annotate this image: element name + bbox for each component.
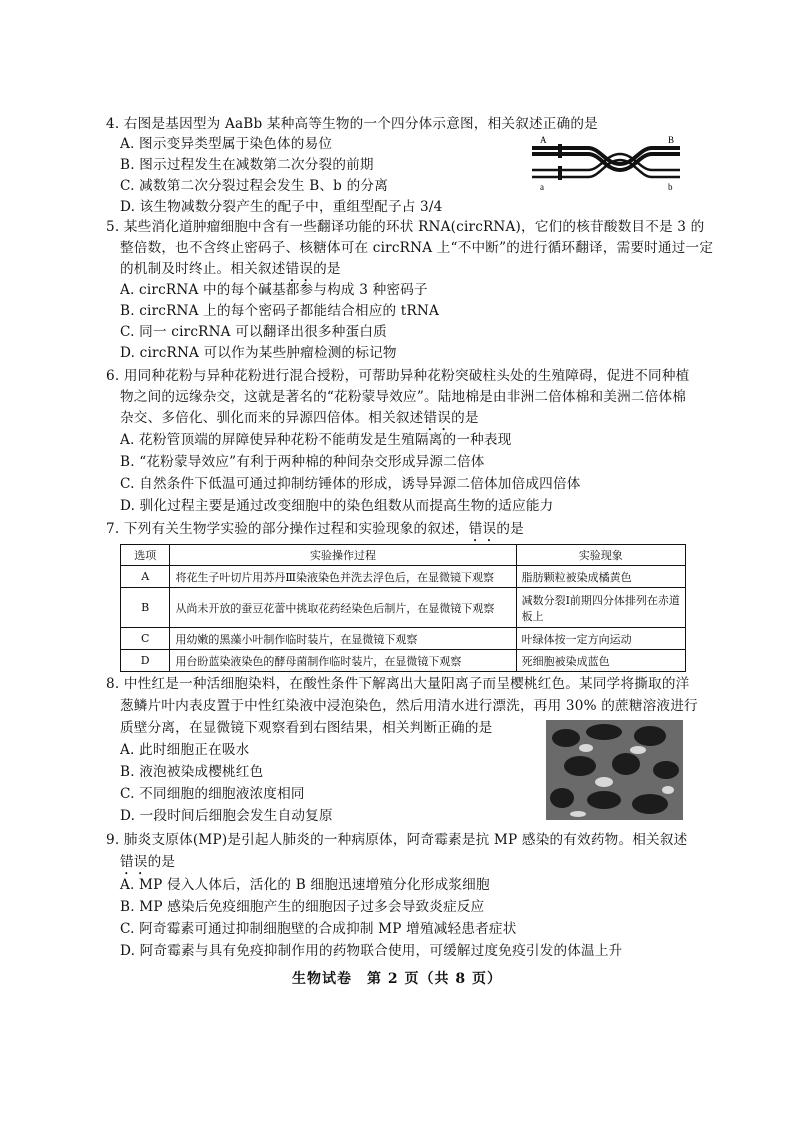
q6-option-c: C. 自然条件下低温可通过抑制纺锤体的形成，诱导异源二倍体加倍成四倍体 bbox=[120, 476, 581, 492]
table-cell: 叶绿体按一定方向运动 bbox=[516, 628, 685, 650]
q6-stem-line2: 物之间的远缘杂交，这就是著名的“花粉蒙导效应”。陆地棉是由非洲二倍体棉和美洲二倍体棉 bbox=[120, 389, 687, 405]
q9-option-a: A. MP 侵入人体后，活化的 B 细胞迅速增殖分化形成浆细胞 bbox=[120, 877, 490, 893]
label-A: A bbox=[540, 135, 547, 145]
table-cell: 将花生子叶切片用苏丹Ⅲ染液染色并洗去浮色后，在显微镜下观察 bbox=[170, 566, 516, 588]
q7-keyword: 错误 bbox=[468, 521, 497, 537]
q5-stem-line1: 5. 某些消化道肿瘤细胞中含有一些翻译功能的环状 RNA(circRNA)，它们的核苷酸数目不是 3 的 bbox=[106, 219, 705, 235]
table-cell: 死细胞被染成蓝色 bbox=[516, 650, 685, 672]
q8-option-c: C. 不同细胞的细胞液浓度相同 bbox=[120, 786, 305, 802]
table-row bbox=[121, 650, 686, 672]
q5-keyword: 错误 bbox=[285, 261, 314, 277]
centromere-upper bbox=[558, 144, 562, 158]
q9-stem: 9. 肺炎支原体(MP)是引起人肺炎的一种病原体，阿奇霉素是抗 MP 感染的有效药物。相关叙述 bbox=[106, 832, 688, 848]
table-cell: 用幼嫩的黑藻小叶制作临时装片，在显微镜下观察 bbox=[170, 628, 516, 650]
centromere-lower bbox=[558, 166, 562, 180]
q9-option-b: B. MP 感染后免疫细胞产生的细胞因子过多会导致炎症反应 bbox=[120, 899, 485, 915]
table-cell: 减数分裂Ⅰ前期四分体排列在赤道板上 bbox=[516, 588, 685, 628]
label-B: B bbox=[668, 135, 675, 145]
table-cell: 从尚未开放的蚕豆花蕾中挑取花药经染色后制片，在显微镜下观察 bbox=[170, 588, 516, 628]
q9-stem-end: 错误的是 bbox=[120, 854, 176, 870]
q5-option-d: D. circRNA 可以作为某些肿瘤检测的标记物 bbox=[120, 345, 397, 361]
q6-option-a: A. 花粉管顶端的屏障使异种花粉不能萌发是生殖隔离的一种表现 bbox=[120, 432, 512, 448]
table-cell: 用台盼蓝染液染色的酵母菌制作临时装片，在显微镜下观察 bbox=[170, 650, 516, 672]
table-cell: B bbox=[121, 588, 170, 628]
q4-option-a: A. 图示变异类型属于染色体的易位 bbox=[120, 136, 333, 152]
q8-stem-line3: 质壁分离，在显微镜下观察看到右图结果，相关判断正确的是 bbox=[120, 720, 493, 736]
q8-option-d: D. 一段时间后细胞会发生自动复原 bbox=[120, 808, 333, 824]
q8-option-b: B. 液泡被染成樱桃红色 bbox=[120, 764, 264, 780]
q6-stem-line3: 杂交、多倍化、驯化而来的异源四倍体。相关叙述错误的是 bbox=[120, 410, 479, 426]
table-header: 实验现象 bbox=[516, 545, 685, 566]
q6-option-b: B. “花粉蒙导效应”有利于两种棉的种间杂交形成异源二倍体 bbox=[120, 454, 485, 470]
table-cell: C bbox=[121, 628, 170, 650]
table-row bbox=[121, 566, 686, 588]
table-header-row bbox=[121, 545, 686, 566]
table-cell: 脂肪颗粒被染成橘黄色 bbox=[516, 566, 685, 588]
table-row bbox=[121, 588, 686, 628]
label-b: b bbox=[668, 182, 673, 192]
q5-option-b: B. circRNA 上的每个密码子都能结合相应的 tRNA bbox=[120, 303, 440, 319]
label-a: a bbox=[540, 182, 544, 192]
q7-stem: 7. 下列有关生物学实验的部分操作过程和实验现象的叙述，错误的是 bbox=[106, 521, 524, 537]
q4-stem: 4. 右图是基因型为 AaBb 某种高等生物的一个四分体示意图，相关叙述正确的是 bbox=[106, 116, 598, 132]
table-cell: D bbox=[121, 650, 170, 672]
q8-stem-line1: 8. 中性红是一种活细胞染料，在酸性条件下解离出大量阳离子而呈樱桃红色。某同学将撕取的洋 bbox=[106, 676, 690, 692]
q6-option-d: D. 驯化过程主要是通过改变细胞中的染色组数从而提高生物的适应能力 bbox=[120, 498, 554, 514]
table-cell: A bbox=[121, 566, 170, 588]
q4-option-b: B. 图示过程发生在减数第二次分裂的前期 bbox=[120, 157, 374, 173]
q5-stem-line2: 整倍数，也不含终止密码子、核糖体可在 circRNA 上“不中断”的进行循环翻译，需要时通过一定 bbox=[120, 240, 714, 256]
q5-stem-line3: 的机制及时终止。相关叙述错误的是 bbox=[120, 261, 341, 277]
tetrad-diagram bbox=[528, 134, 684, 192]
q7-table bbox=[120, 544, 686, 672]
q8-option-a: A. 此时细胞正在吸水 bbox=[120, 742, 250, 758]
q5-option-c: C. 同一 circRNA 可以翻译出很多种蛋白质 bbox=[120, 324, 387, 340]
table-row bbox=[121, 628, 686, 650]
q9-option-c: C. 阿奇霉素可通过抑制细胞壁的合成抑制 MP 增殖减轻患者症状 bbox=[120, 921, 517, 937]
q5-option-a: A. circRNA 中的每个碱基都参与构成 3 种密码子 bbox=[120, 282, 428, 298]
q6-stem-line1: 6. 用同种花粉与异种花粉进行混合授粉，可帮助异种花粉突破柱头处的生殖障碍，促进不同种植 bbox=[106, 368, 690, 384]
q9-option-d: D. 阿奇霉素与具有免疫抑制作用的药物联合使用，可缓解过度免疫引发的体温上升 bbox=[120, 943, 623, 959]
q4-option-d: D. 该生物减数分裂产生的配子中，重组型配子占 3/4 bbox=[120, 199, 443, 215]
q9-keyword: 错误 bbox=[120, 854, 148, 870]
micrograph-image bbox=[546, 720, 683, 820]
table-header: 实验操作过程 bbox=[170, 545, 516, 566]
page-footer: 生物试卷 第 2 页（共 8 页） bbox=[292, 971, 502, 987]
q8-stem-line2: 葱鳞片叶内表皮置于中性红染液中浸泡染色，然后用清水进行漂洗，再用 30% 的蔗糖溶液进行 bbox=[120, 698, 698, 714]
table-header: 选项 bbox=[121, 545, 170, 566]
q6-keyword: 错误 bbox=[423, 410, 452, 426]
q4-option-c: C. 减数第二次分裂过程会发生 B、b 的分离 bbox=[120, 178, 388, 194]
